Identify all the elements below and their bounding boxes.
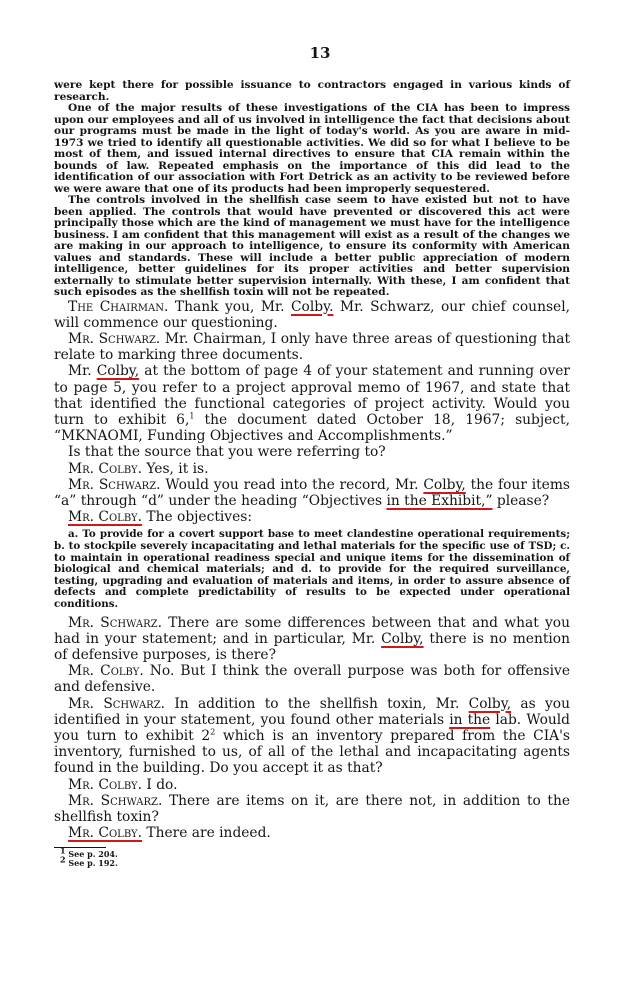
- speaker: Mr. Schwarz.: [68, 792, 163, 809]
- text: I do.: [141, 776, 178, 793]
- footnotes: [54, 847, 570, 868]
- paragraph: The controls involved in the shellfish case seem to have existed but not to have been applied. The controls that would have prevented or discovered this act were principally those which are the kind of management we must have for the intelligence business. I am confident that this management will exist as a result of the changes we are making in our approach to intelligence, to ensure its conformity with American values and standards. These will include a better public appreciation of modern intelligence, better guidelines for its proper activities and better supervision externally to stimulate better supervision internally. With these, I am confident that such episodes as the shellfish toxin will not be repeated.: [54, 194, 570, 298]
- dialogue-paragraph: [54, 477, 570, 509]
- underlined-name: Colby,: [468, 695, 512, 712]
- text: Yes, it is.: [141, 460, 209, 477]
- underlined-name: Colby,: [423, 476, 466, 493]
- text: as you identified in your statement, you found other materials: [54, 695, 570, 728]
- text: Thank you, Mr.: [168, 298, 291, 315]
- speaker: Mr. Schwarz.: [68, 330, 161, 347]
- footnote-number: 1: [60, 845, 66, 856]
- dialogue-paragraph: [54, 331, 570, 363]
- footnote: [54, 845, 570, 860]
- paragraph: were kept there for possible issuance to contractors engaged in various kinds of research.: [54, 79, 570, 103]
- underlined-name: Colby.: [291, 298, 334, 315]
- speaker: Mr. Colby.: [68, 776, 142, 793]
- dialogue-paragraph: [54, 509, 570, 525]
- text: In addition to the shellfish toxin, Mr.: [165, 695, 469, 712]
- text: please?: [492, 492, 550, 509]
- text: No. But I think the overall purpose was both for offensive and defensive.: [54, 663, 570, 696]
- footnote-number: 2: [60, 854, 66, 865]
- speaker: Mr. Schwarz.: [68, 614, 162, 631]
- speaker: Mr. Schwarz.: [68, 695, 166, 712]
- dialogue-paragraph: [54, 299, 570, 331]
- text: there is no mention of defensive purposes, is there?: [54, 630, 570, 663]
- text: There are some differences between that and what you had in your statement; and in particular, Mr.: [54, 614, 570, 647]
- paragraph: One of the major results of these investigations of the CIA has been to impress upon our employees and all of us involved in intelligence the fact that decisions about our programs must be made in the light of today's world. As you are aware in mid-1973 we tried to identify all questionable activities. We did so for what I believe to be most of them, and issued internal directives to ensure that CIA remain within the bounds of law. Repeated emphasis on the importance of this did lead to the identification of our association with Fort Detrick as an activity to be reviewed before we were aware that one of its products had been improperly sequestered.: [54, 102, 570, 195]
- text: There are indeed.: [141, 825, 271, 842]
- dialogue-paragraph: [54, 793, 570, 825]
- text: Mr. Chairman, I only have three areas of questioning that relate to marking three documents.: [54, 330, 570, 364]
- underlined-name: Colby,: [96, 363, 140, 380]
- text: Would you read into the record, Mr.: [160, 476, 424, 493]
- underlined-phrase: in the: [449, 711, 491, 728]
- footnote-text: See p. 192.: [65, 858, 118, 869]
- speaker: Mr. Colby.: [68, 825, 142, 842]
- dialogue-paragraph: [54, 363, 570, 444]
- dialogue-paragraph: [54, 615, 570, 664]
- text: lab. Would you turn to exhibit 2: [54, 711, 571, 744]
- speaker: Mr. Colby.: [68, 509, 142, 526]
- dialogue-paragraph: [54, 777, 570, 793]
- page-body: [54, 80, 570, 868]
- text: at the bottom of page 4 of your statement and running over to page 5, you refer to a project approval memo of 1967, and state that that identified the functional categories of project activity. Would you turn to exhibit 6,: [54, 363, 570, 428]
- text: Mr. Schwarz, our chief counsel, will commence our questioning.: [54, 298, 570, 331]
- text: Is that the source that you were referring to?: [68, 444, 386, 461]
- speaker: The Chairman.: [68, 298, 169, 315]
- page-number: 13: [309, 44, 331, 62]
- text: which is an inventory prepared from the CIA's inventory, furnished to us, of all of the lethal and incapacitating agents found in the building. Do you accept it as that?: [54, 727, 570, 777]
- footnote-ref: 1: [189, 411, 195, 421]
- text: Mr.: [68, 363, 97, 380]
- speaker: Mr. Schwarz.: [68, 476, 161, 493]
- speaker: Mr. Colby.: [68, 460, 142, 477]
- dialogue-paragraph: [54, 461, 570, 477]
- footnote-text: See p. 204.: [65, 849, 118, 860]
- dialogue-paragraph: [54, 696, 570, 777]
- speaker: Mr. Colby.: [68, 663, 144, 680]
- dialogue-paragraph: [54, 444, 570, 460]
- block-quote: a. To provide for a covert support base to meet clandestine operational requirements; b. to stockpile severely incapacitating and lethal materials for the specific use of TSD; c. to maintain in operational readiness special and unique items for the dissemination of biological and chemical materials; and d. to provide for the required surveillance, testing, upgrading and evaluation of materials and items, in order to assure absence of defects and complete predictability of results to be expected under operational conditions.: [54, 528, 570, 610]
- text: the four items “a” through “d” under the heading “Objectives: [54, 476, 570, 509]
- text: The objectives:: [141, 509, 252, 526]
- dialogue-paragraph: [54, 663, 570, 695]
- underlined-name: Colby,: [381, 630, 424, 647]
- text: the document dated October 18, 1967; subject, “MKNAOMI, Funding Objectives and Accomplishments.”: [54, 411, 570, 445]
- footnote-ref: 2: [210, 727, 216, 737]
- dialogue-paragraph: [54, 825, 570, 841]
- underlined-phrase: in the Exhibit,”: [386, 492, 493, 509]
- text: There are items on it, are there not, in addition to the shellfish toxin?: [54, 792, 571, 825]
